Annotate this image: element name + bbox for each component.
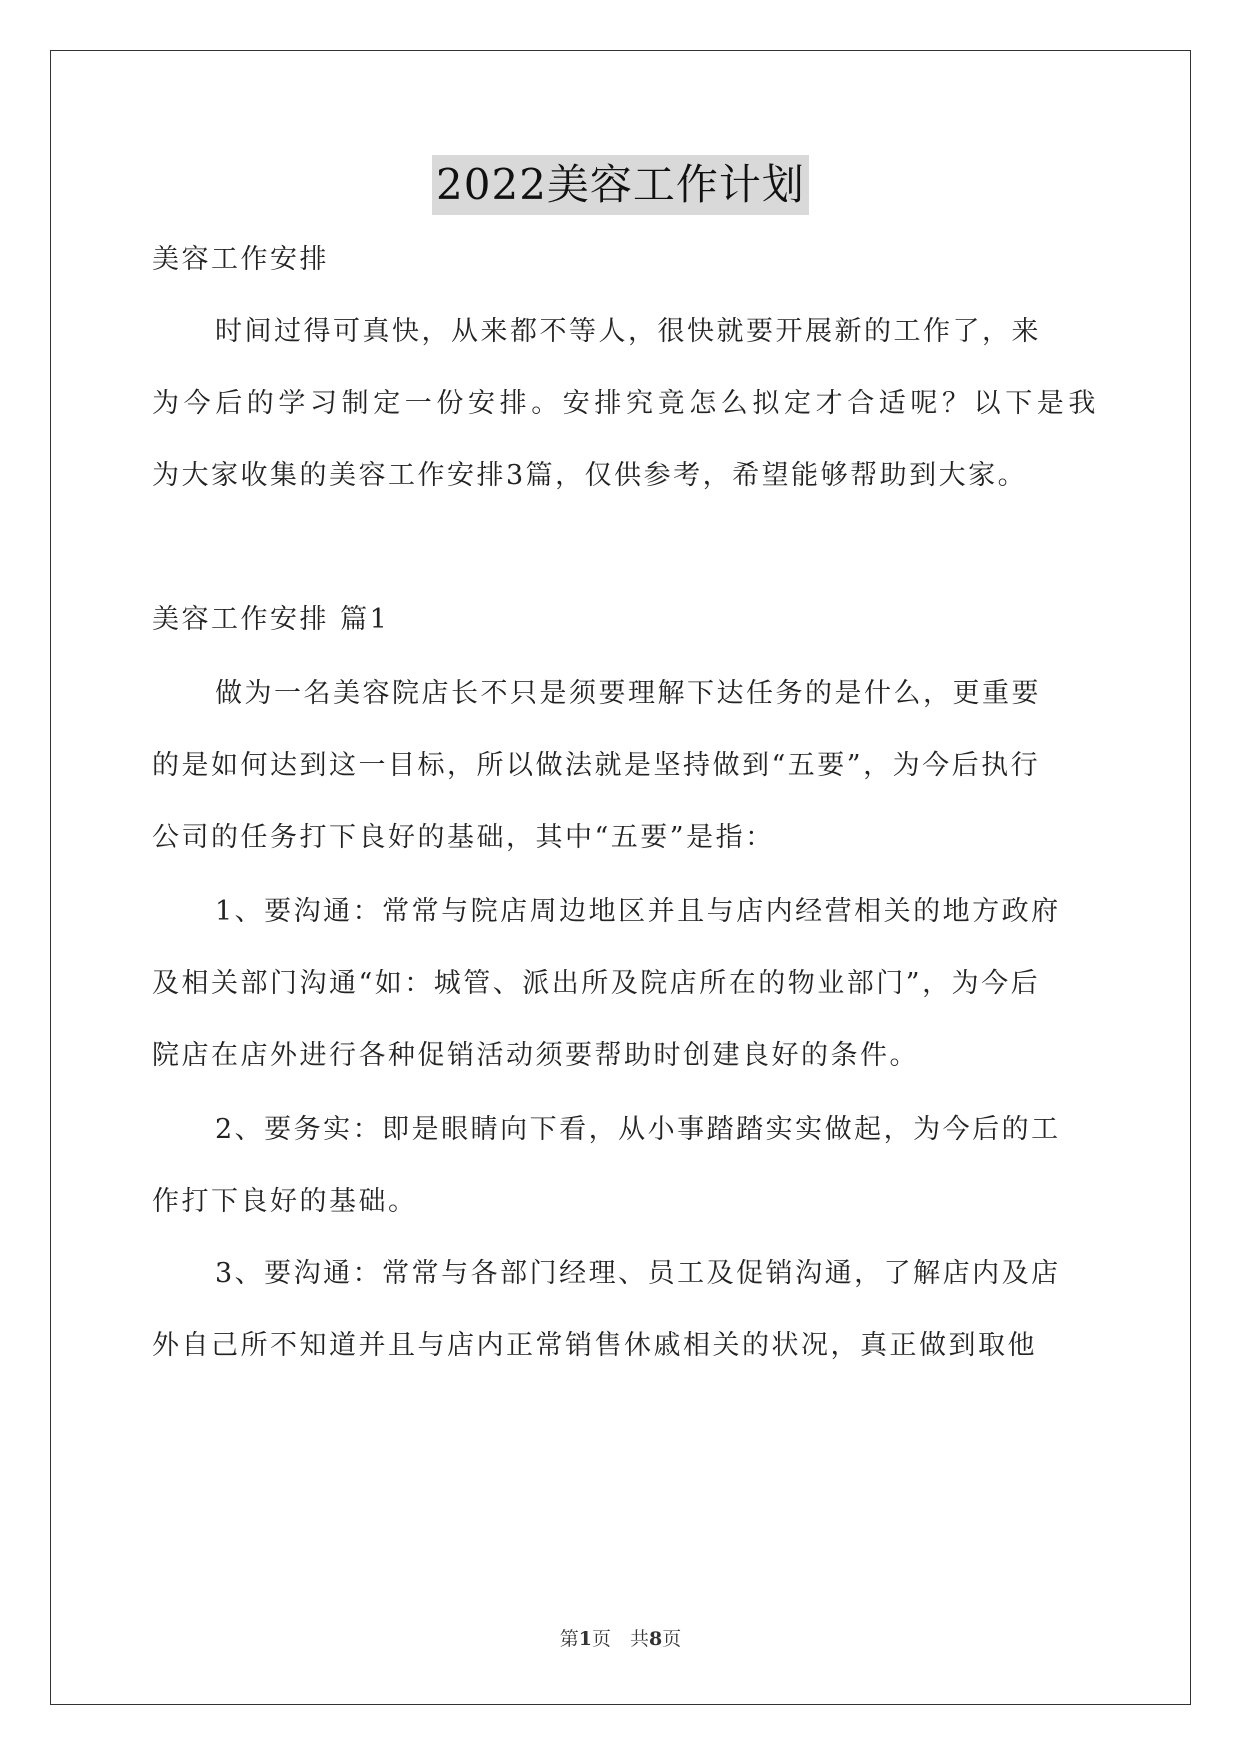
document-title: 2022美容工作计划 [432, 155, 809, 215]
section-heading: 美容工作安排 篇1 [152, 604, 390, 635]
paragraph-line: 院店在店外进行各种促销活动须要帮助时创建良好的条件。 [152, 1040, 919, 1071]
total-page-number: 8 [649, 1628, 663, 1650]
paragraph-line: 为今后的学习制定一份安排。安排究竟怎么拟定才合适呢？以下是我 [152, 388, 1100, 419]
paragraph-line: 公司的任务打下良好的基础，其中“五要”是指： [152, 822, 775, 853]
paragraph-line: 1、要沟通：常常与院店周边地区并且与店内经营相关的地方政府 [215, 896, 1061, 927]
current-page-number: 1 [578, 1628, 592, 1650]
paragraph-line: 时间过得可真快，从来都不等人，很快就要开展新的工作了，来 [215, 316, 1041, 347]
title-container [0, 155, 1241, 215]
paragraph-line: 做为一名美容院店长不只是须要理解下达任务的是什么，更重要 [215, 678, 1041, 709]
page-border [50, 50, 1191, 1705]
paragraph-line: 的是如何达到这一目标，所以做法就是坚持做到“五要”，为今后执行 [152, 750, 1041, 781]
page-footer [0, 1625, 1241, 1653]
paragraph-line: 3、要沟通：常常与各部门经理、员工及促销沟通，了解店内及店 [215, 1258, 1061, 1289]
page-label-prefix: 第 [559, 1628, 579, 1650]
paragraph-line: 作打下良好的基础。 [152, 1186, 418, 1217]
page-label-mid: 页 共 [591, 1628, 649, 1650]
paragraph-line: 外自己所不知道并且与店内正常销售休戚相关的状况，真正做到取他 [152, 1330, 1037, 1361]
page-label-suffix: 页 [662, 1628, 682, 1650]
paragraph-line: 及相关部门沟通“如：城管、派出所及院店所在的物业部门”，为今后 [152, 968, 1041, 999]
section-heading: 美容工作安排 [152, 244, 329, 275]
paragraph-line: 为大家收集的美容工作安排3篇，仅供参考，希望能够帮助到大家。 [152, 460, 1028, 491]
paragraph-line: 2、要务实：即是眼睛向下看，从小事踏踏实实做起，为今后的工 [215, 1114, 1061, 1145]
